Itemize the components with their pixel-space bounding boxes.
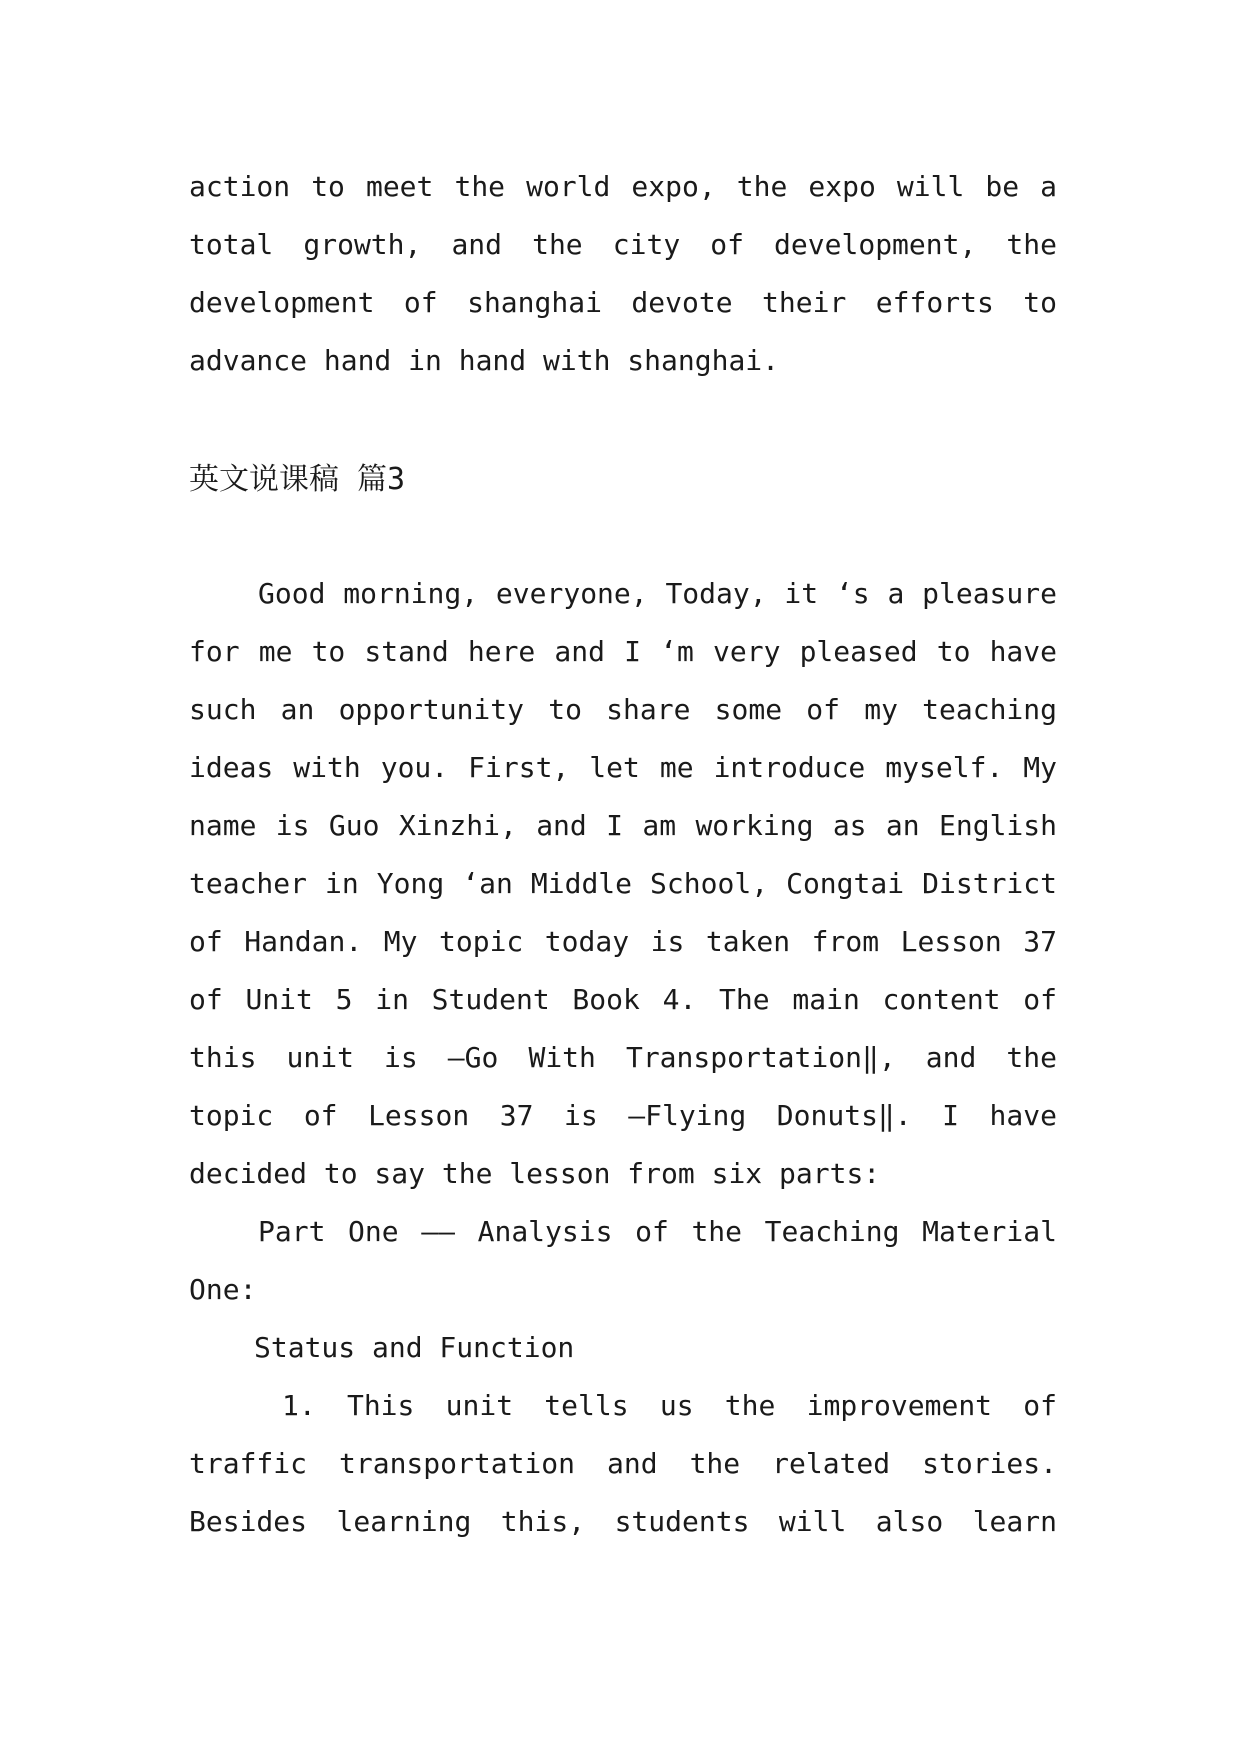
paragraph-line: of Handan. My topic today is taken from Lesson 37 [189, 925, 1057, 958]
paragraph-line: advance hand in hand with shanghai. [189, 344, 780, 377]
paragraph-line: topic of Lesson 37 is —Flying Donuts‖. I have [189, 1099, 1057, 1132]
paragraph-line: total growth, and the city of development, the [189, 228, 1057, 261]
paragraph-line: such an opportunity to share some of my teaching [189, 693, 1057, 726]
part-one-heading: Part One —— Analysis of the Teaching Material [258, 1215, 1057, 1248]
paragraph-line: Good morning, everyone, Today, it ‘s a pleasure [258, 577, 1057, 610]
paragraph-line: 1. This unit tells us the improvement of [282, 1389, 1057, 1422]
paragraph-line: Besides learning this, students will also learn [189, 1505, 1057, 1538]
paragraph-line: teacher in Yong ‘an Middle School, Congtai District [189, 867, 1057, 900]
paragraph-line: of Unit 5 in Student Book 4. The main content of [189, 983, 1057, 1016]
paragraph-line: decided to say the lesson from six parts: [189, 1157, 881, 1190]
paragraph-line: this unit is —Go With Transportation‖, and the [189, 1041, 1057, 1074]
paragraph-line: development of shanghai devote their efforts to [189, 286, 1057, 319]
paragraph-line: name is Guo Xinzhi, and I am working as an English [189, 809, 1057, 842]
paragraph-line: for me to stand here and I ‘m very pleased to have [189, 635, 1057, 668]
subheading: Status and Function [254, 1331, 575, 1364]
part-one-heading-cont: One: [189, 1273, 257, 1306]
paragraph-line: ideas with you. First, let me introduce myself. My [189, 751, 1057, 784]
paragraph-line: action to meet the world expo, the expo will be a [189, 170, 1057, 203]
section-heading: 英文说课稿 篇3 [189, 462, 406, 497]
paragraph-line: traffic transportation and the related stories. [189, 1447, 1057, 1480]
